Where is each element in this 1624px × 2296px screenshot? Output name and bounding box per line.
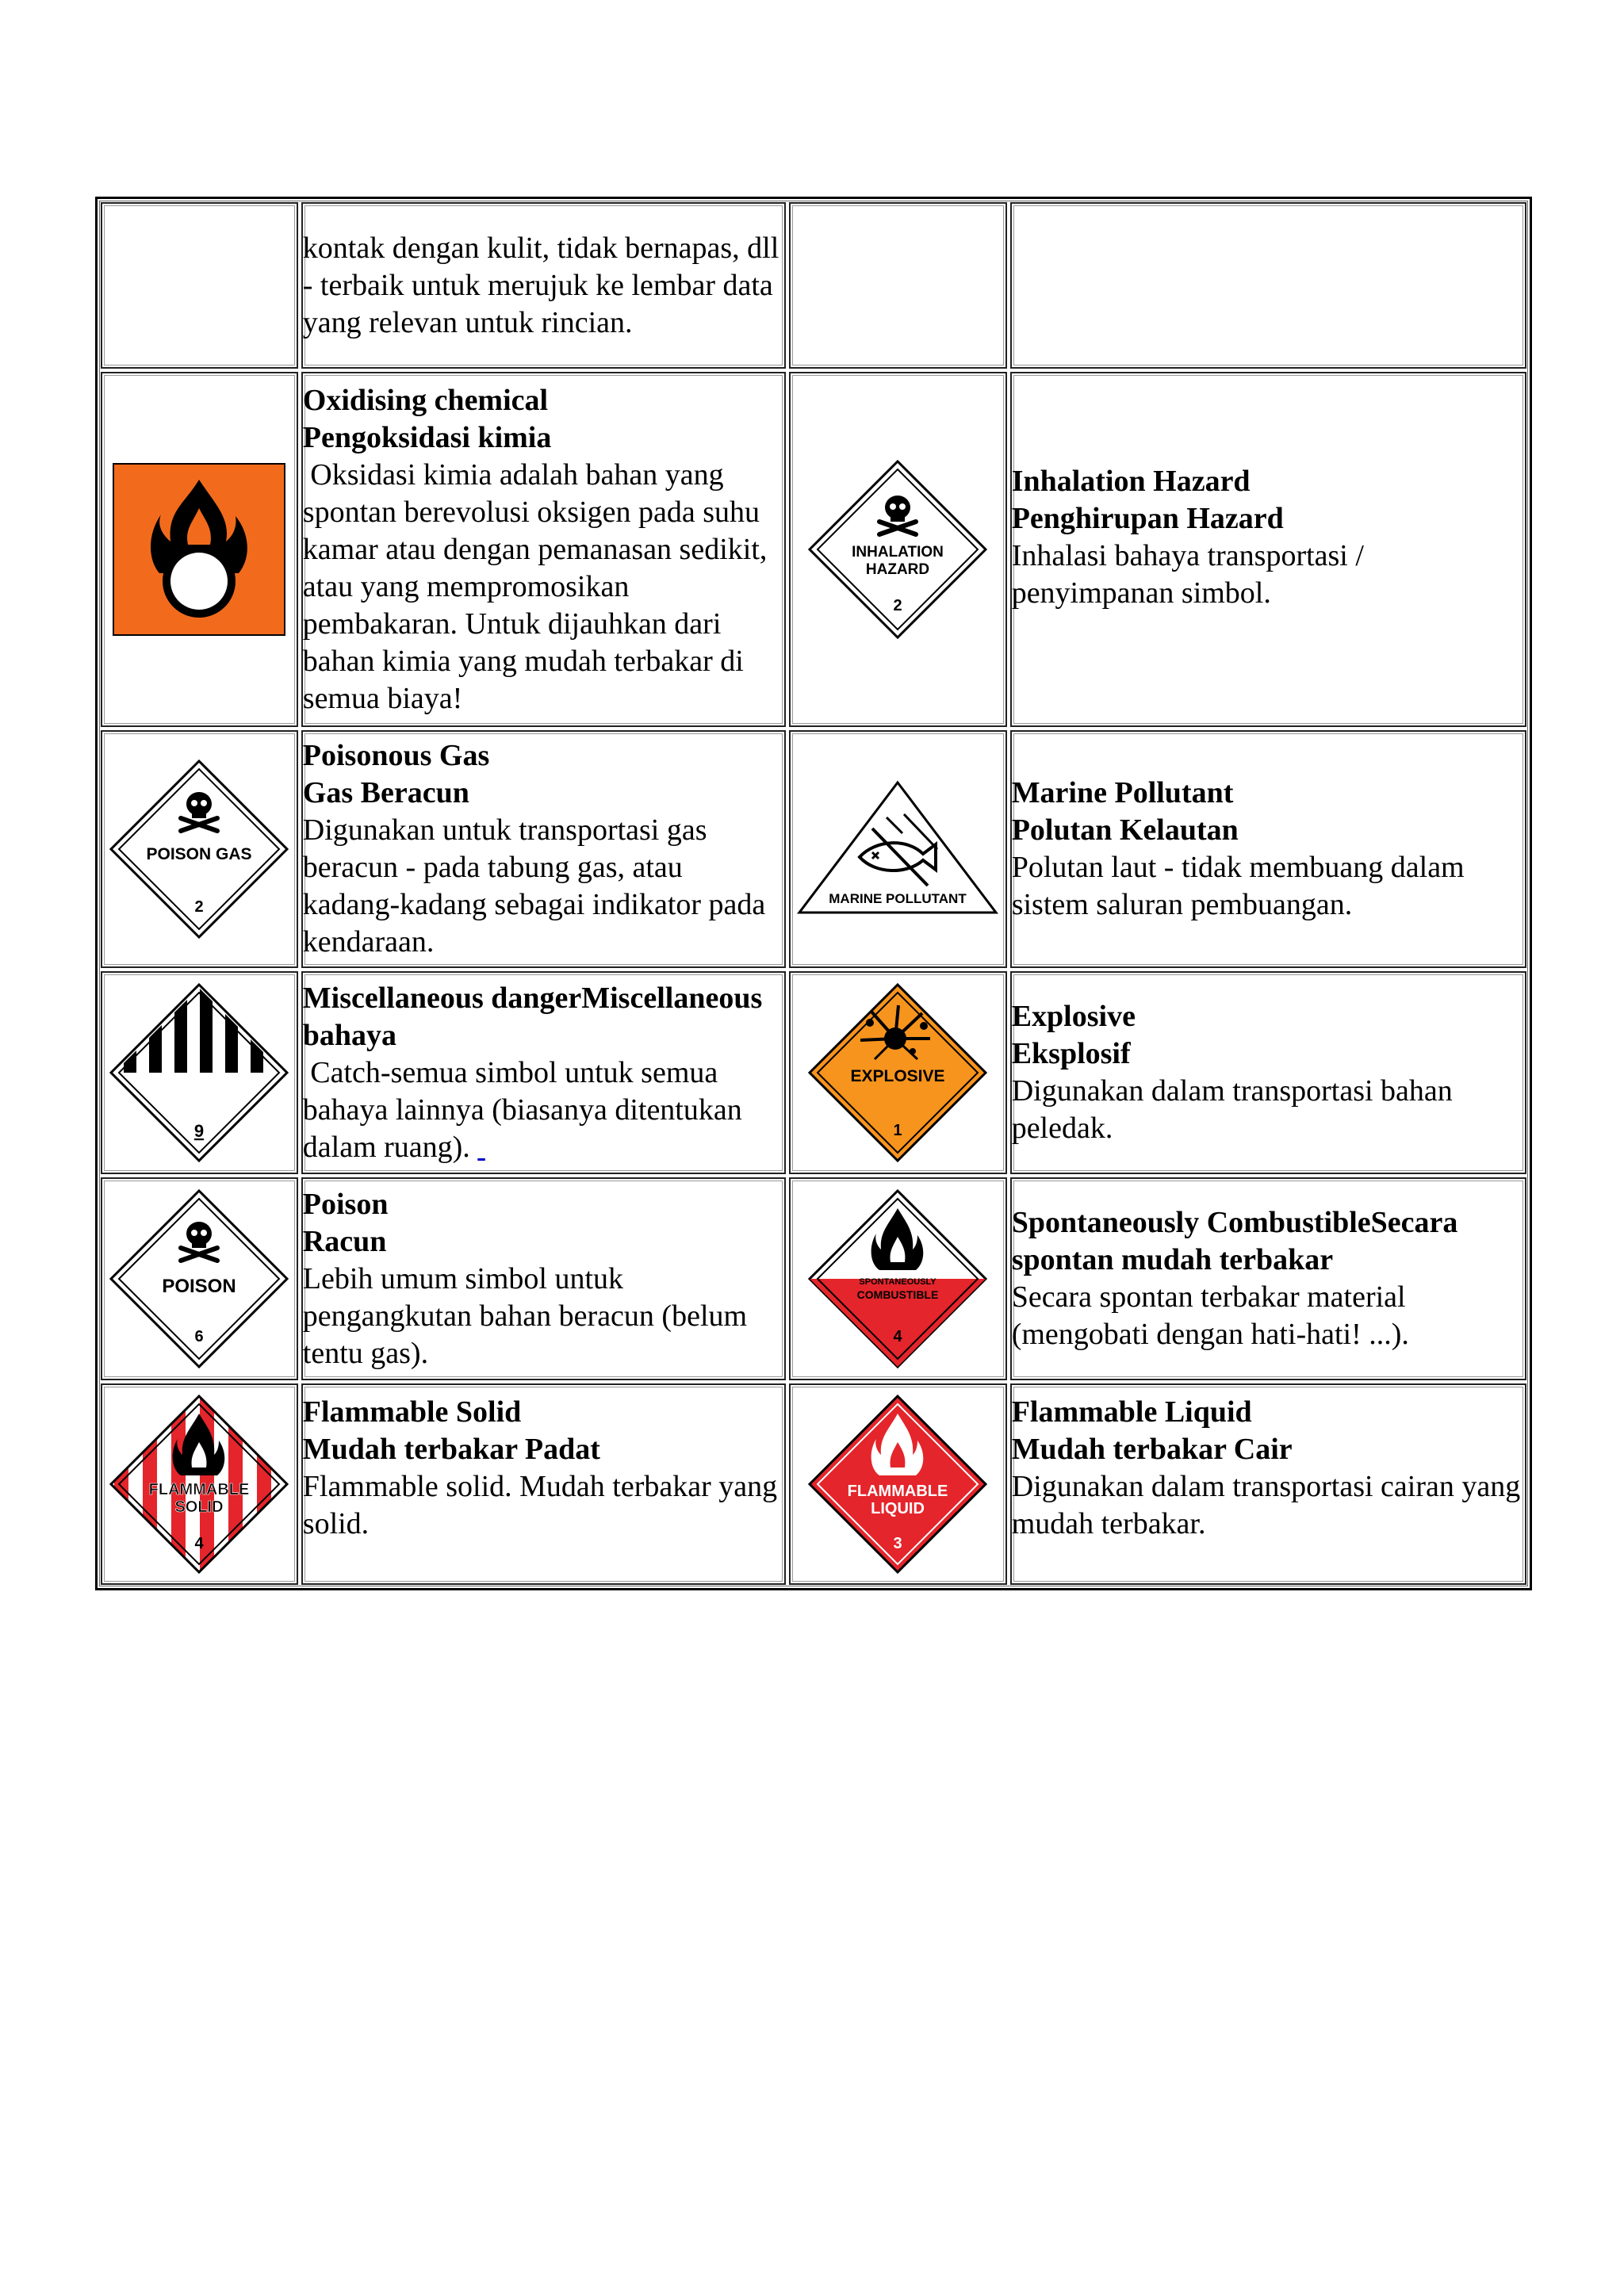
spontaneously-combustible-icon [806, 1188, 989, 1370]
placard-label: FLAMMABLE [149, 1481, 250, 1498]
placard-label: LIQUID [871, 1500, 925, 1517]
hazard-title: Poisonous Gas [302, 739, 490, 772]
hazard-description: Inhalasi bahaya transportasi / penyimpanan simbol. [1011, 539, 1364, 610]
table-row [101, 730, 1526, 968]
empty-icon-cell [789, 202, 1007, 369]
icon-cell [789, 971, 1007, 1174]
poison-icon [108, 1188, 290, 1370]
placard-class-number: 4 [194, 1535, 204, 1552]
hazard-subtitle: Racun [302, 1224, 387, 1258]
hazard-title: Explosive [1011, 1000, 1136, 1033]
icon-cell [789, 1383, 1007, 1585]
placard-label: MARINE POLLUTANT [829, 891, 967, 906]
hazard-subtitle: Pengoksidasi kimia [302, 420, 552, 454]
hazard-subtitle: Mudah terbakar Padat [302, 1433, 600, 1466]
hazard-subtitle: Gas Beracun [302, 776, 469, 809]
icon-cell [789, 730, 1007, 968]
empty-description-cell [1010, 202, 1526, 369]
explosive-icon [806, 982, 989, 1164]
description-cell [301, 1177, 786, 1380]
miscellaneous-danger-icon [108, 982, 290, 1164]
empty-icon-cell [101, 202, 298, 369]
hazard-title: Poison [302, 1187, 389, 1221]
placard-label: SOLID [174, 1498, 224, 1516]
hazard-title: Miscellaneous dangerMiscellaneous bahaya [302, 981, 763, 1052]
hazard-description: Digunakan dalam transportasi bahan peledak. [1011, 1074, 1453, 1145]
icon-cell [101, 1383, 298, 1585]
table-row [101, 971, 1526, 1174]
hazard-description: kontak dengan kulit, tidak bernapas, dll - terbaik untuk merujuk ke lembar data yang relevan untuk rincian. [302, 231, 779, 339]
placard-class-number: 2 [893, 597, 902, 614]
inhalation-hazard-icon [806, 458, 989, 641]
hazard-description: Polutan laut - tidak membuang dalam sistem saluran pembuangan. [1011, 851, 1465, 921]
hazard-title: Inhalation Hazard [1011, 465, 1251, 498]
placard-class-number: 3 [893, 1535, 902, 1552]
hazard-description: Secara spontan terbakar material (mengobati dengan hati-hati! ...). [1011, 1280, 1409, 1351]
placard-label: EXPLOSIVE [850, 1067, 945, 1085]
placard-class-number: 9 [194, 1121, 205, 1141]
icon-cell [101, 1177, 298, 1380]
table-row [101, 1177, 1526, 1380]
hazard-subtitle: Mudah terbakar Cair [1011, 1433, 1293, 1466]
placard-label: POISON [162, 1276, 237, 1297]
description-cell [1010, 971, 1526, 1174]
icon-cell [101, 730, 298, 968]
placard-label: COMBUSTIBLE [856, 1288, 939, 1301]
description-cell [1010, 730, 1526, 968]
hazard-description: Oksidasi kimia adalah bahan yang spontan berevolusi oksigen pada suhu kamar atau dengan pemanasan sedikit, atau yang mempromosikan pembakaran. Untuk dijauhkan dari bahan kimia yang mudah terbakar di semua biaya! [302, 457, 775, 715]
icon-cell [789, 1177, 1007, 1380]
icon-cell [789, 372, 1007, 727]
hazard-description: Lebih umum simbol untuk pengangkutan bahan beracun (belum tentu gas). [302, 1261, 748, 1370]
placard-class-number: 4 [893, 1328, 902, 1345]
hazard-subtitle: Penghirupan Hazard [1011, 502, 1284, 535]
placard-label: POISON GAS [146, 845, 252, 863]
table-row [101, 1383, 1526, 1585]
hazard-description: Digunakan dalam transportasi cairan yang mudah terbakar. [1011, 1470, 1521, 1540]
placard-class-number: 2 [194, 898, 204, 916]
description-cell [301, 971, 786, 1174]
table-row [101, 202, 1526, 369]
hazard-subtitle: Eksplosif [1011, 1037, 1131, 1070]
description-cell [1010, 1383, 1526, 1585]
description-cell [301, 202, 786, 369]
placard-label: SPONTANEOUSLY [859, 1277, 936, 1287]
hazard-title: Flammable Liquid [1011, 1395, 1252, 1429]
hazard-symbols-table [95, 197, 1532, 1590]
placard-class-number: 1 [893, 1122, 902, 1139]
icon-cell [101, 372, 298, 727]
hazard-title: Oxidising chemical [302, 383, 549, 417]
reference-link[interactable] [477, 1129, 488, 1166]
placard-label: INHALATION [852, 544, 944, 561]
description-cell [301, 730, 786, 968]
oxidising-chemical-icon [112, 462, 286, 637]
placard-class-number: 6 [194, 1328, 204, 1345]
placard-label: FLAMMABLE [847, 1483, 948, 1500]
marine-pollutant-icon [796, 778, 999, 920]
hazard-description: Flammable solid. Mudah terbakar yang solid. [302, 1470, 778, 1540]
description-cell [1010, 1177, 1526, 1380]
hazard-title: Spontaneously CombustibleSecara spontan mudah terbakar [1011, 1206, 1458, 1276]
table-row [101, 372, 1526, 727]
hazard-description: Catch-semua simbol untuk semua bahaya lainnya (biasanya ditentukan dalam ruang). [303, 1054, 784, 1166]
description-cell [301, 372, 786, 727]
poison-gas-icon [108, 758, 290, 940]
hazard-description: Digunakan untuk transportasi gas beracun - pada tabung gas, atau kadang-kadang sebagai indikator pada kendaraan. [302, 813, 766, 959]
placard-label: HAZARD [866, 561, 930, 578]
flammable-liquid-icon [806, 1393, 989, 1575]
hazard-subtitle: Polutan Kelautan [1011, 813, 1239, 847]
icon-cell [101, 971, 298, 1174]
hazard-title: Marine Pollutant [1011, 776, 1234, 809]
description-cell [301, 1383, 786, 1585]
description-cell [1010, 372, 1526, 727]
flammable-solid-icon [108, 1393, 290, 1575]
hazard-title: Flammable Solid [302, 1395, 522, 1429]
